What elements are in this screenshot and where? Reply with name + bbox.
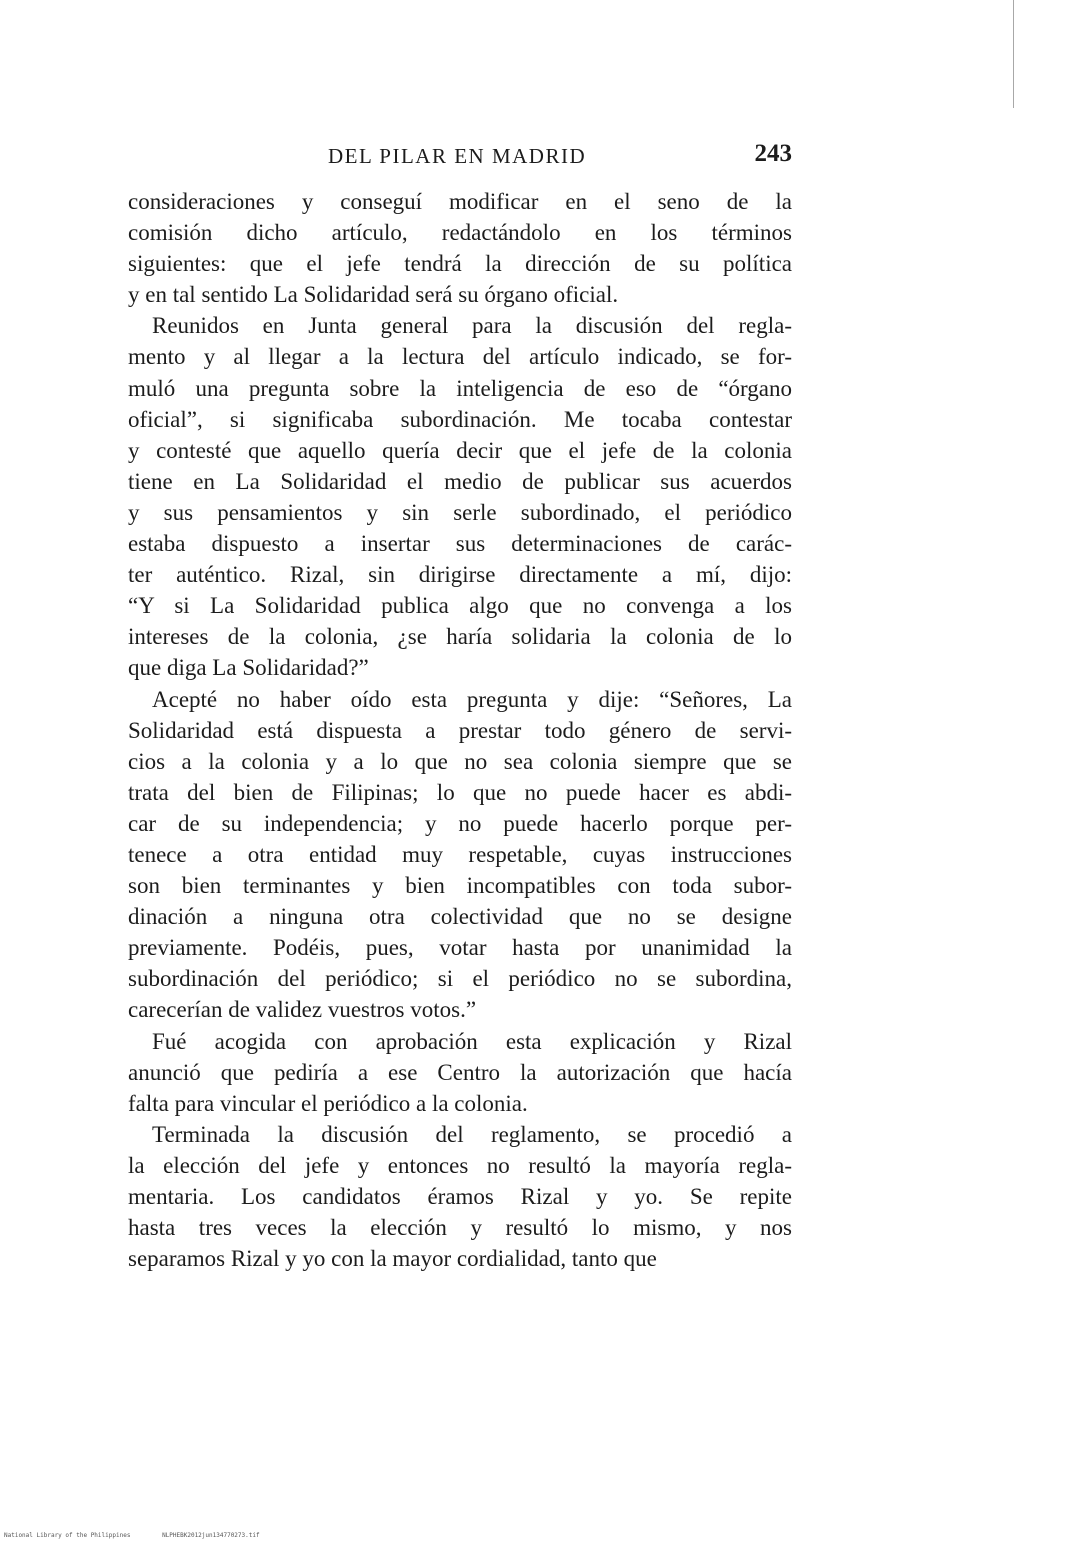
text-line: que diga La Solidaridad?” <box>128 655 369 681</box>
text-line: hasta tres veces la elección y resultó lo mismo, y nos <box>128 1215 792 1241</box>
text-line: “Y si La Solidaridad publica algo que no convenga a los <box>128 593 792 619</box>
paragraph <box>128 1119 792 1274</box>
text-line: previamente. Podéis, pues, votar hasta por unanimidad la <box>128 935 792 961</box>
text-line: la elección del jefe y entonces no resultó la mayoría regla- <box>128 1152 792 1178</box>
text-line: siguientes: que el jefe tendrá la dirección de su política <box>128 251 792 277</box>
text-line: cios a la colonia y a lo que no sea colonia siempre que se <box>128 748 792 774</box>
text-line: trata del bien de Filipinas; lo que no puede hacer es abdi- <box>128 779 792 805</box>
text-line: subordinación del periódico; si el periódico no se subordina, <box>128 966 792 992</box>
text-line: ter auténtico. Rizal, sin dirigirse directamente a mí, dijo: <box>128 562 792 588</box>
text-line: mento y al llegar a la lectura del artículo indicado, se for- <box>128 344 792 370</box>
text-line: falta para vincular el periódico a la colonia. <box>128 1090 528 1116</box>
text-line: Solidaridad está dispuesta a prestar todo género de servi- <box>128 717 792 743</box>
text-line: tiene en La Solidaridad el medio de publicar sus acuerdos <box>128 468 792 494</box>
text-line: consideraciones y conseguí modificar en el seno de la <box>128 189 792 214</box>
text-line: comisión dicho artículo, redactándolo en los términos <box>128 220 792 246</box>
page-number: 243 <box>754 140 792 167</box>
text-line: y en tal sentido La Solidaridad será su órgano oficial. <box>128 282 619 308</box>
text-line: Reunidos en Junta general para la discusión del regla- <box>152 313 792 339</box>
text-line: intereses de la colonia, ¿se haría solidaria la colonia de lo <box>128 624 792 650</box>
text-line: anunció que pediría a ese Centro la autorización que hacía <box>128 1059 792 1085</box>
paragraph <box>128 684 792 1026</box>
page-header <box>128 140 792 174</box>
text-line: mentaria. Los candidatos éramos Rizal y yo. Se repite <box>128 1184 792 1209</box>
text-line: Terminada la discusión del reglamento, se procedió a <box>152 1121 792 1147</box>
paragraph <box>128 186 792 310</box>
paragraph <box>128 310 792 683</box>
running-title: DEL PILAR EN MADRID <box>328 144 587 168</box>
text-line: dinación a ninguna otra colectividad que no se designe <box>128 904 792 930</box>
body-text <box>128 186 792 1274</box>
text-line: estaba dispuesto a insertar sus determinaciones de carác- <box>128 531 792 557</box>
paragraph <box>128 1026 792 1119</box>
text-line: Acepté no haber oído esta pregunta y dije: “Señores, La <box>152 686 792 712</box>
text-line: muló una pregunta sobre la inteligencia de eso de “órgano <box>128 375 792 401</box>
text-line: Fué acogida con aprobación esta explicación y Rizal <box>152 1028 792 1054</box>
scan-edge-line <box>1013 0 1014 108</box>
text-line: y contesté que aquello quería decir que el jefe de la colonia <box>128 437 792 463</box>
scan-footer-library: National Library of the Philippines <box>4 1532 131 1539</box>
scan-footer-filename: NLPHEBK2012jun134770273.tif <box>162 1532 260 1539</box>
text-line: carecerían de validez vuestros votos.” <box>128 997 477 1023</box>
text-line: tenece a otra entidad muy respetable, cuyas instrucciones <box>128 841 792 867</box>
text-line: y sus pensamientos y sin serle subordinado, el periódico <box>128 499 792 525</box>
text-line: son bien terminantes y bien incompatibles con toda subor- <box>128 873 792 899</box>
text-line: separamos Rizal y yo con la mayor cordialidad, tanto que <box>128 1246 657 1272</box>
scan-footer <box>4 1532 288 1539</box>
text-line: oficial”, si significaba subordinación. Me tocaba contestar <box>128 406 792 432</box>
text-line: car de su independencia; y no puede hacerlo porque per- <box>128 810 792 836</box>
